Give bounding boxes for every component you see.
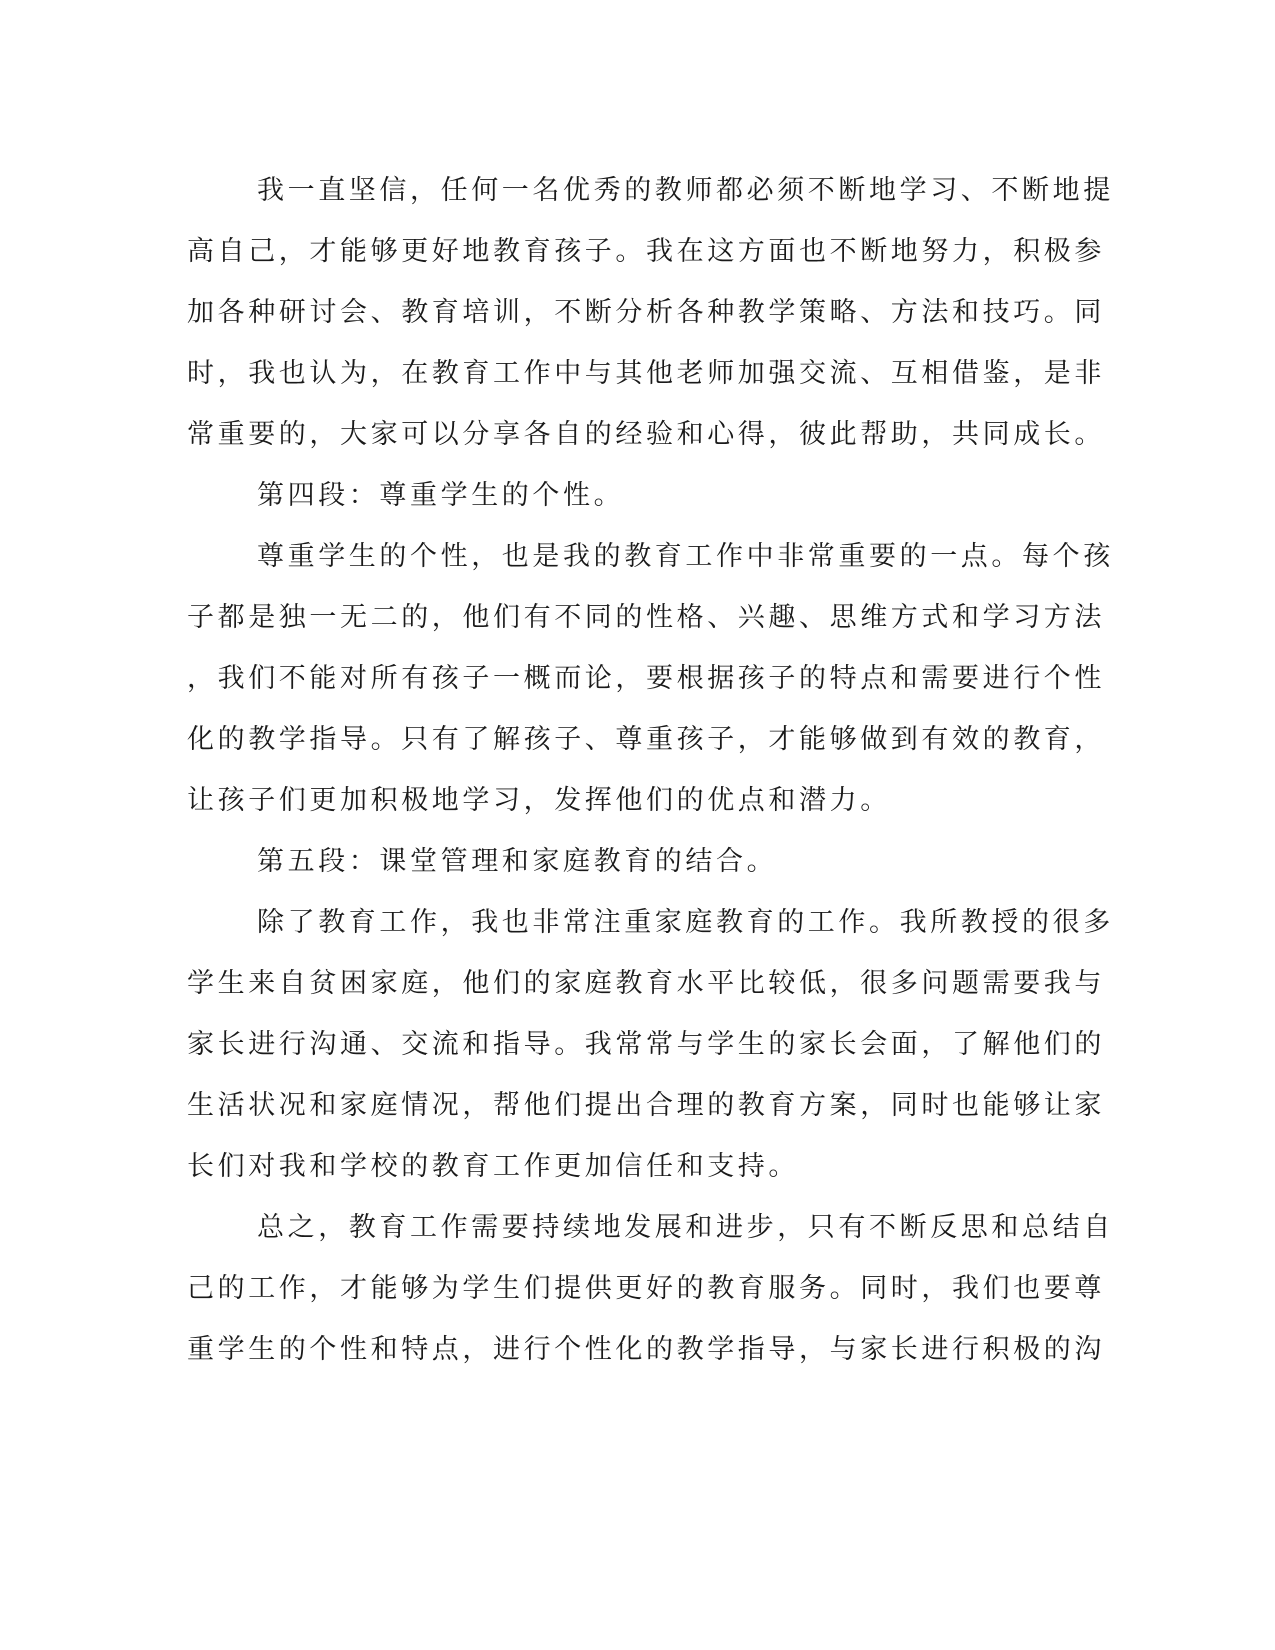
- text-line: 加各种研讨会、教育培训，不断分析各种教学策略、方法和技巧。同: [187, 297, 1105, 328]
- text-line: 尊重学生的个性，也是我的教育工作中非常重要的一点。每个孩: [257, 541, 1114, 572]
- text-line: 我一直坚信，任何一名优秀的教师都必须不断地学习、不断地提: [257, 175, 1114, 206]
- text-line: 重学生的个性和特点，进行个性化的教学指导，与家长进行积极的沟: [187, 1334, 1105, 1365]
- text-line: 家长进行沟通、交流和指导。我常常与学生的家长会面，了解他们的: [187, 1029, 1105, 1060]
- text-line: 除了教育工作，我也非常注重家庭教育的工作。我所教授的很多: [257, 907, 1114, 938]
- text-line: 学生来自贫困家庭，他们的家庭教育水平比较低，很多问题需要我与: [187, 968, 1105, 999]
- text-line: 长们对我和学校的教育工作更加信任和支持。: [187, 1151, 799, 1182]
- text-line: 总之，教育工作需要持续地发展和进步，只有不断反思和总结自: [257, 1212, 1114, 1243]
- text-line: 己的工作，才能够为学生们提供更好的教育服务。同时，我们也要尊: [187, 1273, 1105, 1304]
- document-body: [187, 160, 1114, 1380]
- text-line: 常重要的，大家可以分享各自的经验和心得，彼此帮助，共同成长。: [187, 419, 1105, 450]
- text-line: 化的教学指导。只有了解孩子、尊重孩子，才能够做到有效的教育，: [187, 724, 1105, 755]
- text-line: 子都是独一无二的，他们有不同的性格、兴趣、思维方式和学习方法: [187, 602, 1105, 633]
- section-heading-5: 第五段：课堂管理和家庭教育的结合。: [257, 846, 778, 877]
- text-line: ，我们不能对所有孩子一概而论，要根据孩子的特点和需要进行个性: [187, 663, 1105, 694]
- text-line: 让孩子们更加积极地学习，发挥他们的优点和潜力。: [187, 785, 891, 816]
- text-line: 高自己，才能够更好地教育孩子。我在这方面也不断地努力，积极参: [187, 236, 1105, 267]
- text-line: 时，我也认为，在教育工作中与其他老师加强交流、互相借鉴，是非: [187, 358, 1105, 389]
- section-heading-4: 第四段：尊重学生的个性。: [257, 480, 625, 511]
- text-line: 生活状况和家庭情况，帮他们提出合理的教育方案，同时也能够让家: [187, 1090, 1105, 1121]
